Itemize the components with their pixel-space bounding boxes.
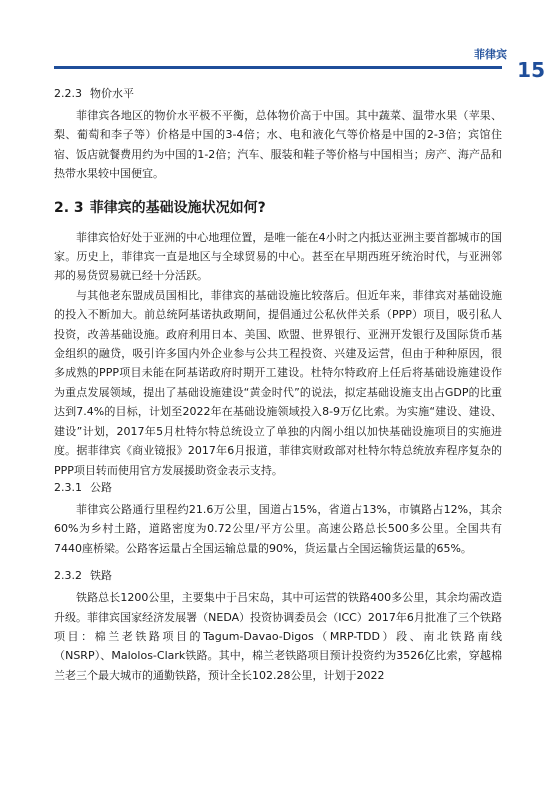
infrastructure-paragraph-1: 菲律宾恰好处于亚洲的中心地理位置，是唯一能在4小时之内抵达亚洲主要首都城市的国家。历史上，菲律宾一直是地区与全球贸易的中心。甚至在早期西班牙统治时代，与亚洲邻邦的易货贸易就已经十分活跃。: [54, 230, 502, 283]
page-content: [54, 86, 502, 685]
subsection-title: 公路: [90, 480, 112, 494]
infrastructure-paragraph-2: 与其他老东盟成员国相比，菲律宾的基础设施比较落后。但近年来，菲律宾对基础设施的投入不断加大。前总统阿基诺执政期间，提倡通过公私伙伴关系（PPP）项目，吸引私人投资，改善基础设施。政府利用日本、美国、欧盟、世界银行、亚洲开发银行及国际货币基金组织的融贷，吸引许多国内外企业参与公共工程投资、兴建及运营，但由于种种原因，很多成熟的PPP项目未能在阿基诺政府时期开工建设。杜特尔特政府上任后将基础设施建设作为重点发展领域，提出了基础设施建设“黄金时代”的说法，拟定基础设施支出占GDP的比重达到7.4%的目标，计划至2022年在基础设施领域投入8-9万亿比索。为实施“建设、建设、建设”计划，2017年5月杜特尔特总统设立了单独的内阁小组以加快基础设施项目的实施进度。据菲律宾《商业镜报》2017年6月报道，菲律宾财政部对杜特尔特总统放弃程序复杂的PPP项目转而使用官方发展援助资金表示支持。: [54, 288, 502, 477]
section-heading-infrastructure: [54, 198, 502, 218]
section-number: 2. 3: [54, 199, 84, 216]
roads-paragraph: 菲律宾公路通行里程约21.6万公里，国道占15%，省道占13%，市镇路占12%，其余60%为乡村土路，道路密度为0.72公里/平方公里。高速公路总长500多公里。全国共有7440座桥梁。公路客运量占全国运输总量的90%，货运量占全国运输货运量的65%。: [54, 502, 502, 555]
railways-paragraph: 铁路总长1200公里，主要集中于吕宋岛，其中可运营的铁路400多公里，其余均需改造升级。菲律宾国家经济发展署（NEDA）投资协调委员会（ICC）2017年6月批准了三个铁路项目：棉兰老铁路项目的Tagum-Davao-Digos（MRP-TDD）段、南北铁路南线（NSRP）、Malolos-Clark铁路。其中，棉兰老铁路项目预计投资约为3526亿比索，穿越棉兰老三个最大城市的通勤铁路，预计全长102.28公里，计划于2022: [54, 591, 502, 682]
subsection-title: 铁路: [90, 569, 112, 583]
header-rule: [54, 66, 502, 69]
subsection-number: 2.3.1: [54, 480, 82, 494]
page-number: 15: [517, 58, 545, 82]
subsection-heading-price-level: [54, 86, 502, 102]
price-level-paragraph: 菲律宾各地区的物价水平极不平衡，总体物价高于中国。其中蔬菜、温带水果（苹果、梨、葡萄和李子等）价格是中国的3-4倍；水、电和液化气等价格是中国的2-3倍；宾馆住宿、饭店就餐费用约为中国的1-2倍；汽车、服装和鞋子等价格与中国相当；房产、海产品和热带水果较中国便宜。: [54, 109, 502, 181]
subsection-number: 2.2.3: [54, 87, 82, 100]
subsection-heading-railways: [54, 568, 502, 584]
subsection-title: 物价水平: [90, 87, 134, 100]
subsection-number: 2.3.2: [54, 569, 82, 583]
header-country-label: 菲律宾: [474, 48, 507, 61]
section-title: 菲律宾的基础设施状况如何?: [89, 199, 266, 216]
subsection-heading-roads: [54, 480, 502, 496]
